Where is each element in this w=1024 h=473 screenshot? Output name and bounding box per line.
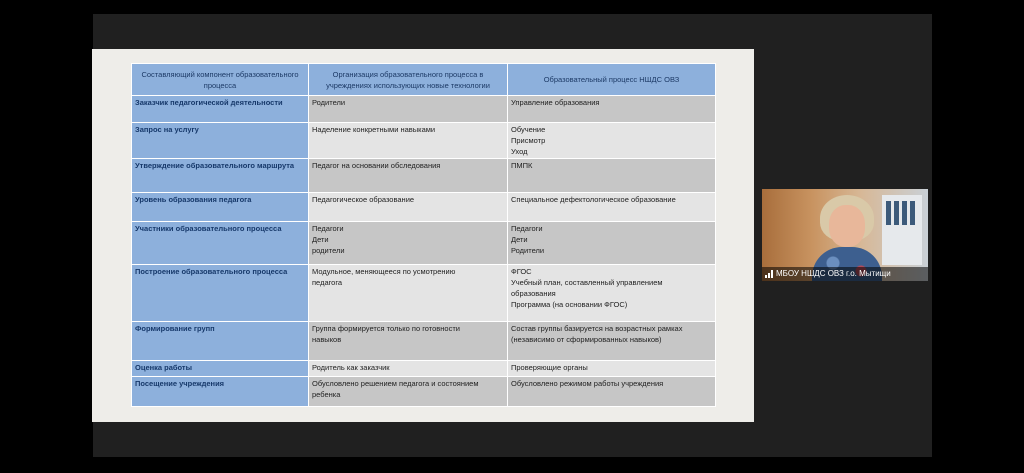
- cell-new-technologies: [309, 193, 508, 222]
- cell-line: ПМПК: [511, 161, 533, 170]
- cell-line: Уход: [511, 147, 528, 156]
- cell-line: Присмотр: [511, 136, 546, 145]
- cell-line: Наделение конкретными навыками: [312, 125, 436, 134]
- row-label: Оценка работы: [132, 361, 309, 377]
- cell-line: Специальное дефектологическое образование: [511, 195, 676, 204]
- cell-line: Дети: [511, 235, 528, 244]
- cell-nshds-ovz: [508, 322, 716, 361]
- cell-line: Учебный план, составленный управлением: [511, 278, 663, 287]
- table-row: [132, 222, 716, 265]
- cell-line: образования: [511, 289, 556, 298]
- cell-line: Педагогическое образование: [312, 195, 415, 204]
- comparison-table: [131, 63, 716, 407]
- table-row: [132, 96, 716, 123]
- row-label: Построение образовательного процесса: [132, 265, 309, 322]
- row-label: Уровень образования педагога: [132, 193, 309, 222]
- signal-bars-icon: [765, 270, 774, 278]
- cell-line: Проверяющие органы: [511, 363, 588, 372]
- table-row: [132, 265, 716, 322]
- cell-line: Модульное, меняющееся по усмотрению: [312, 267, 456, 276]
- cell-new-technologies: [309, 222, 508, 265]
- cell-new-technologies: [309, 159, 508, 193]
- header-new-technologies: Организация образовательного процесса в учреждениях использующих новые технологии: [309, 64, 508, 96]
- cell-line: Родители: [511, 246, 545, 255]
- cell-nshds-ovz: [508, 377, 716, 407]
- participant-name-bar: [762, 267, 928, 281]
- cell-line: навыков: [312, 335, 342, 344]
- row-label: Участники образовательного процесса: [132, 222, 309, 265]
- row-label: Заказчик педагогической деятельности: [132, 96, 309, 123]
- cell-line: Педагог на основании обследования: [312, 161, 441, 170]
- cell-line: Родитель как заказчик: [312, 363, 390, 372]
- cell-line: Программа (на основании ФГОС): [511, 300, 628, 309]
- cell-nshds-ovz: [508, 159, 716, 193]
- table-row: [132, 123, 716, 159]
- cell-nshds-ovz: [508, 96, 716, 123]
- cell-line: Состав группы базируется на возрастных рамках: [511, 324, 683, 333]
- cell-nshds-ovz: [508, 222, 716, 265]
- participant-video-tile[interactable]: [762, 189, 928, 281]
- cell-line: ФГОС: [511, 267, 532, 276]
- cell-nshds-ovz: [508, 265, 716, 322]
- participant-name: МБОУ НШДС ОВЗ г.о. Мытищи: [776, 269, 891, 278]
- bookshelf: [882, 195, 922, 265]
- table-header-row: [132, 64, 716, 96]
- table-row: [132, 322, 716, 361]
- cell-line: (независимо от сформированных навыков): [511, 335, 662, 344]
- header-nshds-ovz: Образовательный процесс НШДС ОВЗ: [508, 64, 716, 96]
- cell-line: педагога: [312, 278, 343, 287]
- cell-new-technologies: [309, 377, 508, 407]
- cell-new-technologies: [309, 322, 508, 361]
- cell-line: Дети: [312, 235, 329, 244]
- cell-nshds-ovz: [508, 123, 716, 159]
- cell-new-technologies: [309, 265, 508, 322]
- cell-line: Управление образования: [511, 98, 600, 107]
- cell-line: Группа формируется только по готовности: [312, 324, 460, 333]
- cell-nshds-ovz: [508, 361, 716, 377]
- cell-line: Обусловлено режимом работы учреждения: [511, 379, 664, 388]
- row-label: Утверждение образовательного маршрута: [132, 159, 309, 193]
- cell-line: Педагоги: [312, 224, 344, 233]
- cell-line: Обусловлено решением педагога и состоянием: [312, 379, 479, 388]
- cell-new-technologies: [309, 123, 508, 159]
- header-component: Составляющий компонент образовательного процесса: [132, 64, 309, 96]
- cell-line: Обучение: [511, 125, 546, 134]
- cell-line: ребенка: [312, 390, 341, 399]
- cell-line: Педагоги: [511, 224, 543, 233]
- table-row: [132, 193, 716, 222]
- cell-line: родители: [312, 246, 345, 255]
- row-label: Формирование групп: [132, 322, 309, 361]
- cell-new-technologies: [309, 96, 508, 123]
- cell-new-technologies: [309, 361, 508, 377]
- table-row: [132, 159, 716, 193]
- cell-nshds-ovz: [508, 193, 716, 222]
- table-row: [132, 377, 716, 407]
- row-label: Запрос на услугу: [132, 123, 309, 159]
- table-row: [132, 361, 716, 377]
- row-label: Посещение учреждения: [132, 377, 309, 407]
- cell-line: Родители: [312, 98, 346, 107]
